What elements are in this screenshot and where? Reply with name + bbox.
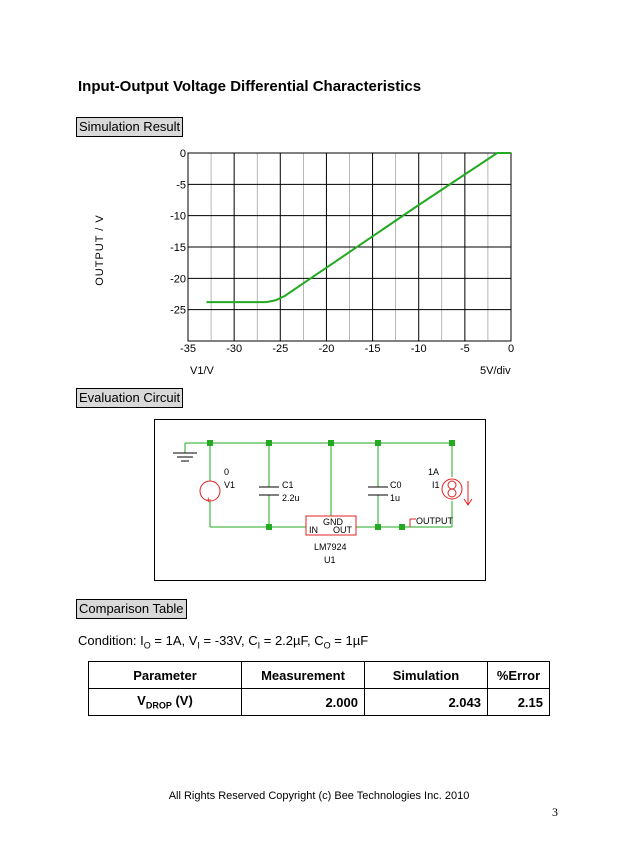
cell-parameter: $V_{DROP}$ (V)	[89, 689, 242, 716]
chart-x-tick-label: -15	[364, 343, 381, 355]
page-number: 3	[552, 805, 558, 819]
section-comparison-table: Comparison Table	[76, 599, 187, 619]
chart-y-tick-label: -15	[170, 242, 186, 254]
chart-x-tick-label: -10	[410, 343, 427, 355]
chart-y-tick-label: -25	[170, 304, 186, 317]
header-parameter: Parameter	[89, 662, 242, 689]
i1-value: 1A	[428, 467, 440, 477]
chart-y-axis-label: OUTPUT / V	[94, 214, 106, 286]
condition-line: Condition: $I_O = 1A$, $V_I = -33V$, $C_I = 2.2\mu F$, $C_O = 1\mu F$	[78, 633, 369, 651]
regulator-in-pin: IN	[309, 525, 318, 535]
cell-error: 2.15	[488, 689, 550, 716]
chart-y-tick-label: -5	[176, 179, 186, 192]
c0-value: 1u	[390, 493, 401, 503]
section-evaluation-circuit: Evaluation Circuit	[76, 388, 183, 408]
table-header-row	[89, 662, 550, 689]
chart-y-tick-label: -10	[170, 210, 186, 223]
chart-x-scale-note: 5V/div	[480, 365, 511, 377]
i1-current-source-icon	[442, 479, 472, 505]
ground-symbol	[173, 453, 197, 461]
comparison-table	[88, 661, 550, 716]
cell-simulation: 2.043	[365, 689, 488, 716]
c1-capacitor-icon	[259, 487, 279, 495]
header-measurement: Measurement	[242, 662, 365, 689]
chart-y-tick-label: 0	[179, 148, 186, 160]
i1-name: I1	[432, 480, 440, 490]
header-simulation: Simulation	[365, 662, 488, 689]
c1-value: 2.2u	[282, 493, 300, 503]
page-title: Input-Output Voltage Differential Characteristics	[78, 78, 422, 95]
output-label: OUTPUT	[416, 516, 453, 526]
chart-x-tick-label: -30	[226, 343, 243, 355]
c0-name: C0	[390, 480, 402, 490]
chart-x-tick-label: -35	[180, 343, 196, 355]
regulator-part: LM7924	[314, 542, 347, 552]
evaluation-circuit	[154, 419, 486, 581]
regulator-ref: U1	[324, 555, 336, 565]
section-simulation-result: Simulation Result	[76, 117, 183, 137]
chart-x-tick-label: -20	[318, 343, 335, 355]
output-chart	[0, 0, 638, 400]
regulator-out-pin: OUT	[333, 525, 352, 535]
chart-x-tick-label: -25	[272, 343, 289, 355]
chart-x-tick-label: 0	[507, 343, 515, 355]
v1-plus: +	[206, 495, 212, 505]
table-row	[89, 689, 550, 716]
v1-value: 0	[224, 467, 230, 477]
regulator-gnd-pin: GND	[323, 517, 343, 527]
chart-x-axis-label: V1/V	[190, 365, 214, 377]
cell-measurement: 2.000	[242, 689, 365, 716]
footer-copyright: All Rights Reserved Copyright (c) Bee Technologies Inc. 2010	[168, 790, 470, 802]
c0-capacitor-icon	[368, 487, 388, 495]
chart-y-tick-label: -20	[170, 273, 186, 286]
c1-name: C1	[282, 480, 294, 490]
v1-name: V1	[224, 480, 236, 490]
chart-x-tick-label: -5	[459, 343, 470, 355]
header-error: %Error	[488, 662, 550, 689]
